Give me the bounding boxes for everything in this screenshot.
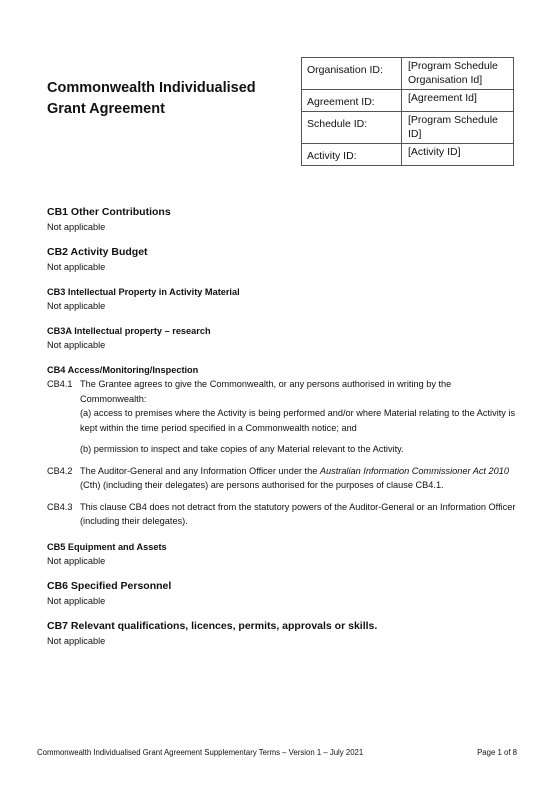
- section-heading: CB3A Intellectual property – research: [47, 326, 211, 336]
- section-cb3a: [47, 324, 517, 352]
- document-title: Commonwealth Individualised Grant Agreement: [47, 80, 256, 117]
- section-cb5: [47, 540, 517, 568]
- footer-document-name: Commonwealth Individualised Grant Agreement Supplementary Terms – Version 1 – July 2021: [37, 748, 364, 757]
- section-cb6: [47, 579, 517, 608]
- section-heading: CB1 Other Contributions: [47, 206, 171, 218]
- clause-number: CB4.2: [47, 465, 73, 476]
- clause-text-pre: The Auditor-General and any Information Officer under the: [80, 465, 320, 476]
- agreement-id-table: [301, 57, 514, 166]
- clause-item-a: (a) access to premises where the Activity is being performed and/or where Material relating to the Activity is kept within the time period specified in a Commonwealth notice; and: [80, 408, 516, 433]
- section-heading: CB5 Equipment and Assets: [47, 541, 167, 552]
- id-label: Activity ID:: [302, 144, 402, 166]
- document-body: [47, 205, 517, 659]
- clause-cb4-1: [47, 377, 517, 457]
- id-label: Schedule ID:: [302, 112, 402, 144]
- clause-text: This clause CB4 does not detract from the statutory powers of the Auditor-General or an Information Officer (including their delegates).: [80, 501, 516, 526]
- page-footer: [37, 748, 517, 757]
- clause-intro: The Grantee agrees to give the Commonwealth, or any persons authorised in writing by the Commonwealth:: [80, 379, 452, 404]
- section-heading: CB6 Specified Personnel: [47, 579, 172, 592]
- clause-item-b: (b) permission to inspect and take copies of any Material relevant to the Activity.: [80, 444, 404, 454]
- section-heading: CB3 Intellectual Property in Activity Material: [47, 287, 240, 297]
- section-body: Not applicable: [47, 555, 106, 566]
- section-heading: CB2 Activity Budget: [47, 246, 148, 258]
- id-label: Organisation ID:: [302, 58, 402, 90]
- clause-text: [80, 377, 517, 457]
- clause-number: CB4.3: [47, 501, 73, 512]
- act-name: Australian Information Commissioner Act 2010: [319, 465, 509, 476]
- clause-cb4-3: [47, 500, 517, 529]
- section-cb7: [47, 619, 517, 648]
- section-body: Not applicable: [47, 635, 106, 646]
- clause-text-post: (Cth) (including their delegates) are persons authorised for the purposes of clause CB4.1.: [80, 480, 444, 490]
- section-body: Not applicable: [47, 340, 106, 350]
- id-value: [Agreement Id]: [402, 90, 514, 112]
- section-cb2: [47, 245, 517, 274]
- id-row-agreement: [302, 90, 514, 112]
- section-cb1: [47, 205, 517, 234]
- id-row-schedule: [302, 112, 514, 144]
- section-body: Not applicable: [47, 262, 106, 272]
- clause-text: [80, 464, 517, 493]
- footer-page-number: Page 1 of 8: [477, 748, 517, 757]
- id-value: [Activity ID]: [402, 144, 514, 166]
- clause-cb4-2: [47, 464, 517, 493]
- section-cb3: [47, 285, 517, 313]
- id-row-activity: [302, 144, 514, 166]
- section-body: Not applicable: [47, 301, 106, 311]
- section-heading: CB7 Relevant qualifications, licences, permits, approvals or skills.: [47, 619, 378, 632]
- section-body: Not applicable: [47, 222, 106, 232]
- id-value: [Program Schedule Organisation Id]: [402, 58, 514, 90]
- id-label: Agreement ID:: [302, 90, 402, 112]
- section-cb4: [47, 363, 517, 529]
- id-value: [Program Schedule ID]: [402, 112, 514, 144]
- section-heading: CB4 Access/Monitoring/Inspection: [47, 365, 199, 375]
- id-row-organisation: [302, 58, 514, 90]
- section-body: Not applicable: [47, 595, 106, 606]
- clause-number: CB4.1: [47, 379, 73, 389]
